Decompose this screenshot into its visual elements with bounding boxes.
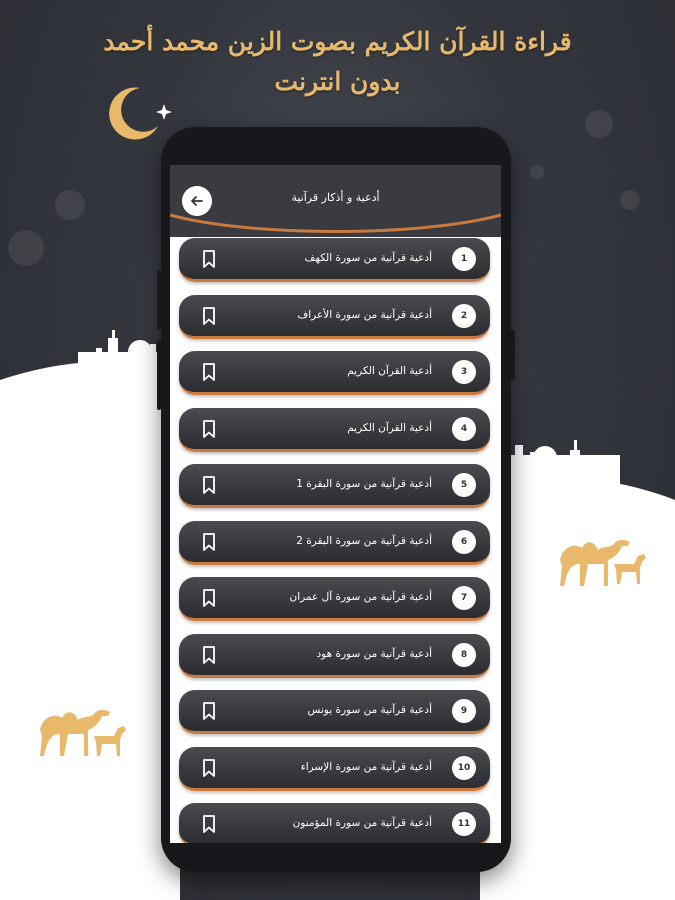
list-item[interactable] <box>179 238 490 282</box>
list-item[interactable] <box>179 408 490 452</box>
list-item-label: أدعية قرآنية من سورة المؤمنون <box>292 817 432 829</box>
list-item[interactable] <box>179 521 490 565</box>
list-item-number: 1 <box>452 247 476 271</box>
list-item-number: 11 <box>452 812 476 836</box>
bookmark-icon[interactable] <box>201 646 217 664</box>
list-item-label: أدعية قرآنية من سورة الكهف <box>304 252 432 264</box>
phone-side-button <box>157 270 161 330</box>
list-item-number: 4 <box>452 417 476 441</box>
bookmark-icon[interactable] <box>201 250 217 268</box>
bookmark-icon[interactable] <box>201 759 217 777</box>
bookmark-icon[interactable] <box>201 307 217 325</box>
list-item-number: 6 <box>452 530 476 554</box>
list-item-number: 9 <box>452 699 476 723</box>
list-item-label: أدعية قرآنية من سورة البقرة 1 <box>296 478 432 490</box>
list-item[interactable] <box>179 747 490 791</box>
promo-headline <box>0 22 675 102</box>
list-item-label: أدعية قرآنية من سورة البقرة 2 <box>296 534 432 547</box>
goat-icon <box>92 722 128 758</box>
list-item-number: 3 <box>452 360 476 384</box>
list-item-number: 7 <box>452 586 476 610</box>
list-item-label: أدعية قرآنية من سورة الأعراف <box>297 308 432 321</box>
list-item-label: أدعية القرآن الكريم <box>347 365 432 377</box>
list-item-label: أدعية قرآنية من سورة الإسراء <box>300 760 432 773</box>
bookmark-icon[interactable] <box>201 815 217 833</box>
page-title: أدعية و أذكار قرآنية <box>291 191 380 204</box>
list-item[interactable] <box>179 803 490 843</box>
list-item[interactable] <box>179 295 490 339</box>
bookmark-icon[interactable] <box>201 420 217 438</box>
list-item-label: أدعية القرآن الكريم <box>347 421 432 434</box>
bookmark-icon[interactable] <box>201 589 217 607</box>
promo-headline-line2: بدون انترنت <box>274 67 401 96</box>
list-item-number: 5 <box>452 473 476 497</box>
back-button[interactable] <box>182 186 212 216</box>
promo-headline-line1: قراءة القرآن الكريم بصوت الزين محمد أحمد <box>103 27 572 56</box>
phone-side-button <box>157 340 161 410</box>
list-item[interactable] <box>179 577 490 621</box>
list-item[interactable] <box>179 690 490 734</box>
list-item[interactable] <box>179 464 490 508</box>
goat-icon <box>612 550 648 586</box>
list-item[interactable] <box>179 351 490 395</box>
bookmark-icon[interactable] <box>201 363 217 381</box>
list-item-label: أدعية قرآنية من سورة هود <box>316 647 432 660</box>
list-item-label: أدعية قرآنية من سورة يونس <box>307 704 432 716</box>
list-item-label: أدعية قرآنية من سورة آل عمران <box>289 591 432 603</box>
bookmark-icon[interactable] <box>201 533 217 551</box>
list-item-number: 8 <box>452 643 476 667</box>
phone-side-button <box>511 330 515 380</box>
list-item-number: 10 <box>452 756 476 780</box>
list-item-number: 2 <box>452 304 476 328</box>
app-screen <box>170 165 501 843</box>
bookmark-icon[interactable] <box>201 476 217 494</box>
list-item[interactable] <box>179 634 490 678</box>
arrow-left-icon <box>190 194 204 208</box>
bookmark-icon[interactable] <box>201 702 217 720</box>
